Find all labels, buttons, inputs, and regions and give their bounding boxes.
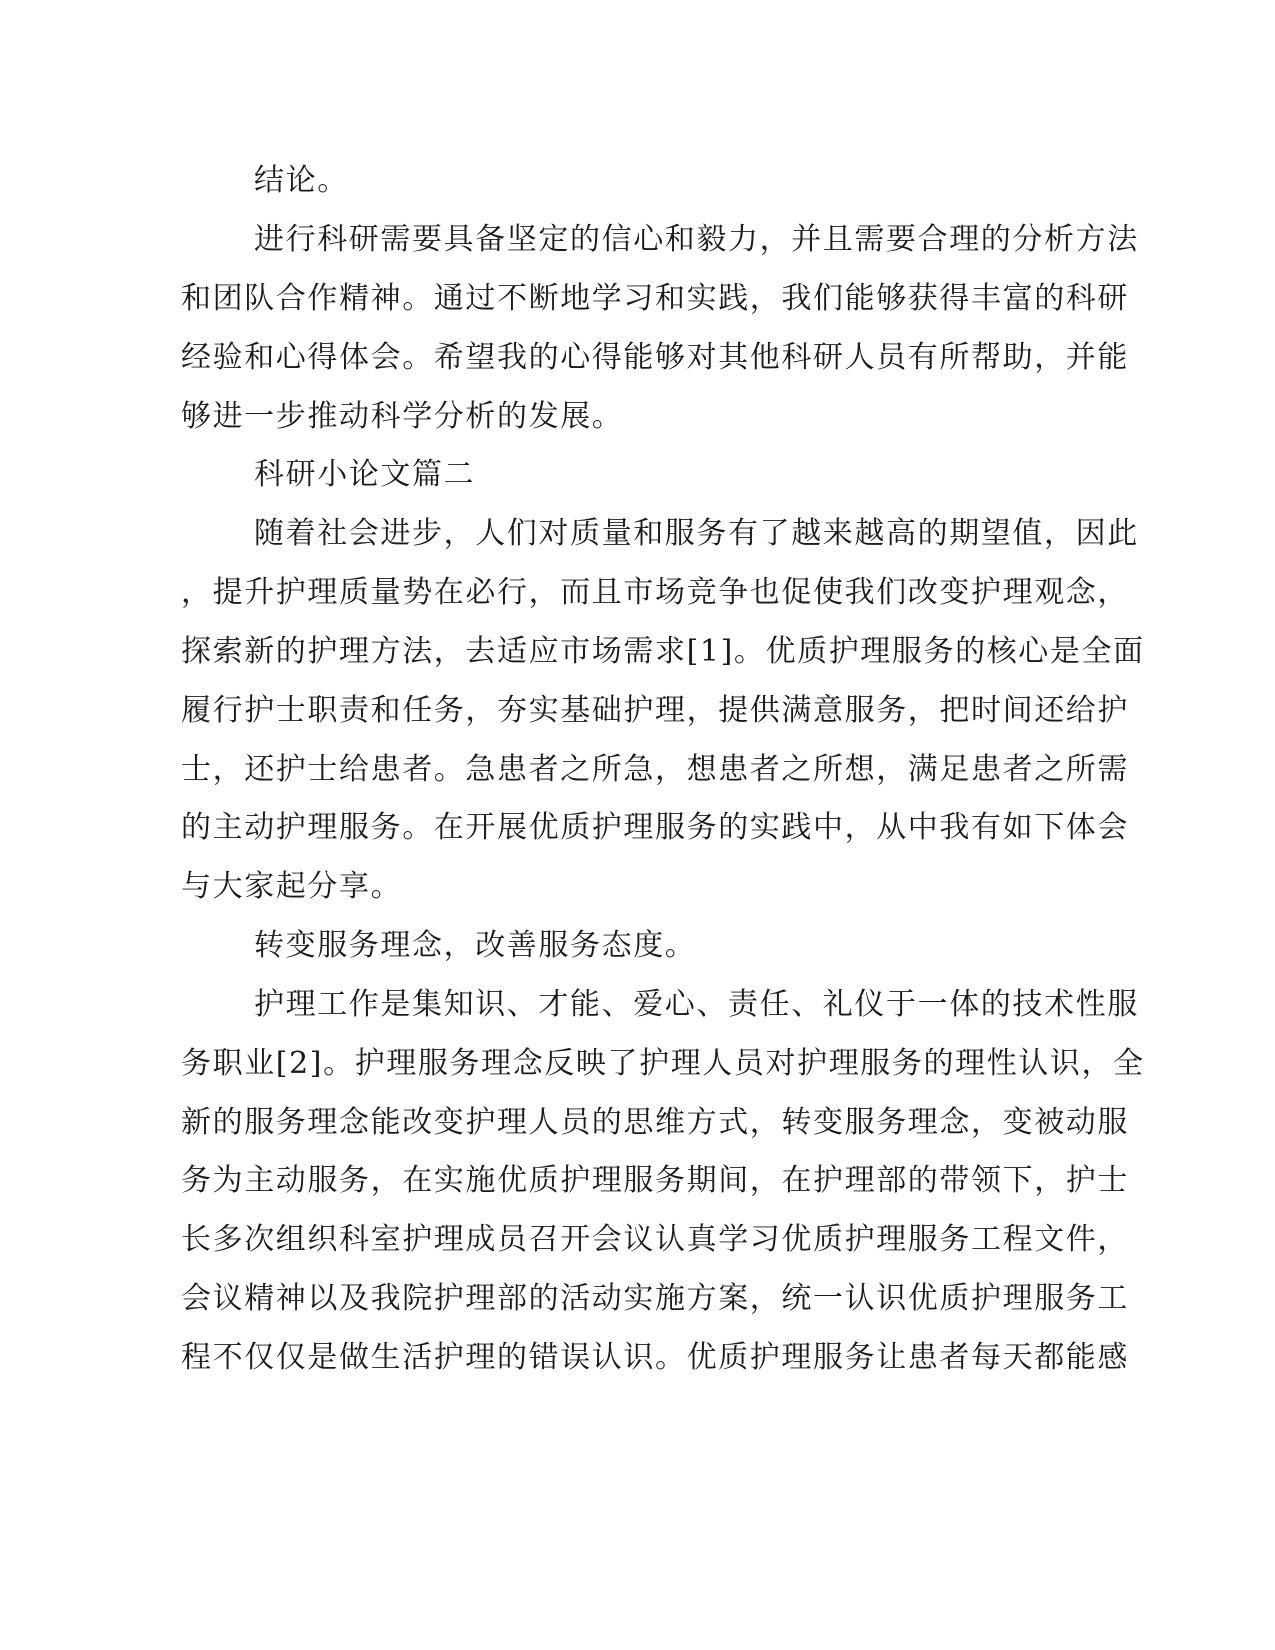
paragraph-line: 长多次组织科室护理成员召开会议认真学习优质护理服务工程文件，: [181, 1222, 1129, 1257]
section-heading: 科研小论文篇二: [254, 457, 476, 492]
paragraph-line: 护理工作是集知识、才能、爱心、责任、礼仪于一体的技术性服: [254, 987, 1139, 1022]
paragraph-line: 新的服务理念能改变护理人员的思维方式，转变服务理念，变被动服: [181, 1105, 1129, 1140]
paragraph-line: 进行科研需要具备坚定的信心和毅力，并且需要合理的分析方法: [254, 222, 1139, 257]
paragraph-line: 探索新的护理方法，去适应市场需求[1]。优质护理服务的核心是全面: [181, 634, 1145, 669]
section-heading: 转变服务理念，改善服务态度。: [254, 928, 697, 963]
paragraph-line: 结论。: [254, 163, 349, 198]
paragraph-line: 的主动护理服务。在开展优质护理服务的实践中，从中我有如下体会: [181, 810, 1129, 845]
paragraph-line: ，提升护理质量势在必行，而且市场竞争也促使我们改变护理观念，: [181, 575, 1129, 610]
paragraph-line: 会议精神以及我院护理部的活动实施方案，统一认识优质护理服务工: [181, 1281, 1129, 1316]
paragraph-line: 与大家起分享。: [181, 869, 403, 904]
paragraph-line: 经验和心得体会。希望我的心得能够对其他科研人员有所帮助，并能: [181, 340, 1129, 375]
paragraph-line: 随着社会进步，人们对质量和服务有了越来越高的期望值，因此: [254, 516, 1139, 551]
paragraph-line: 履行护士职责和任务，夯实基础护理，提供满意服务，把时间还给护: [181, 693, 1129, 728]
paragraph-line: 务职业[2]。护理服务理念反映了护理人员对护理服务的理性认识，全: [181, 1046, 1145, 1081]
paragraph-line: 士，还护士给患者。急患者之所急，想患者之所想，满足患者之所需: [181, 752, 1129, 787]
paragraph-line: 程不仅仅是做生活护理的错误认识。优质护理服务让患者每天都能感: [181, 1340, 1129, 1375]
paragraph-line: 务为主动服务，在实施优质护理服务期间，在护理部的带领下，护士: [181, 1163, 1129, 1198]
paragraph-line: 够进一步推动科学分析的发展。: [181, 399, 624, 434]
paragraph-line: 和团队合作精神。通过不断地学习和实践，我们能够获得丰富的科研: [181, 281, 1129, 316]
